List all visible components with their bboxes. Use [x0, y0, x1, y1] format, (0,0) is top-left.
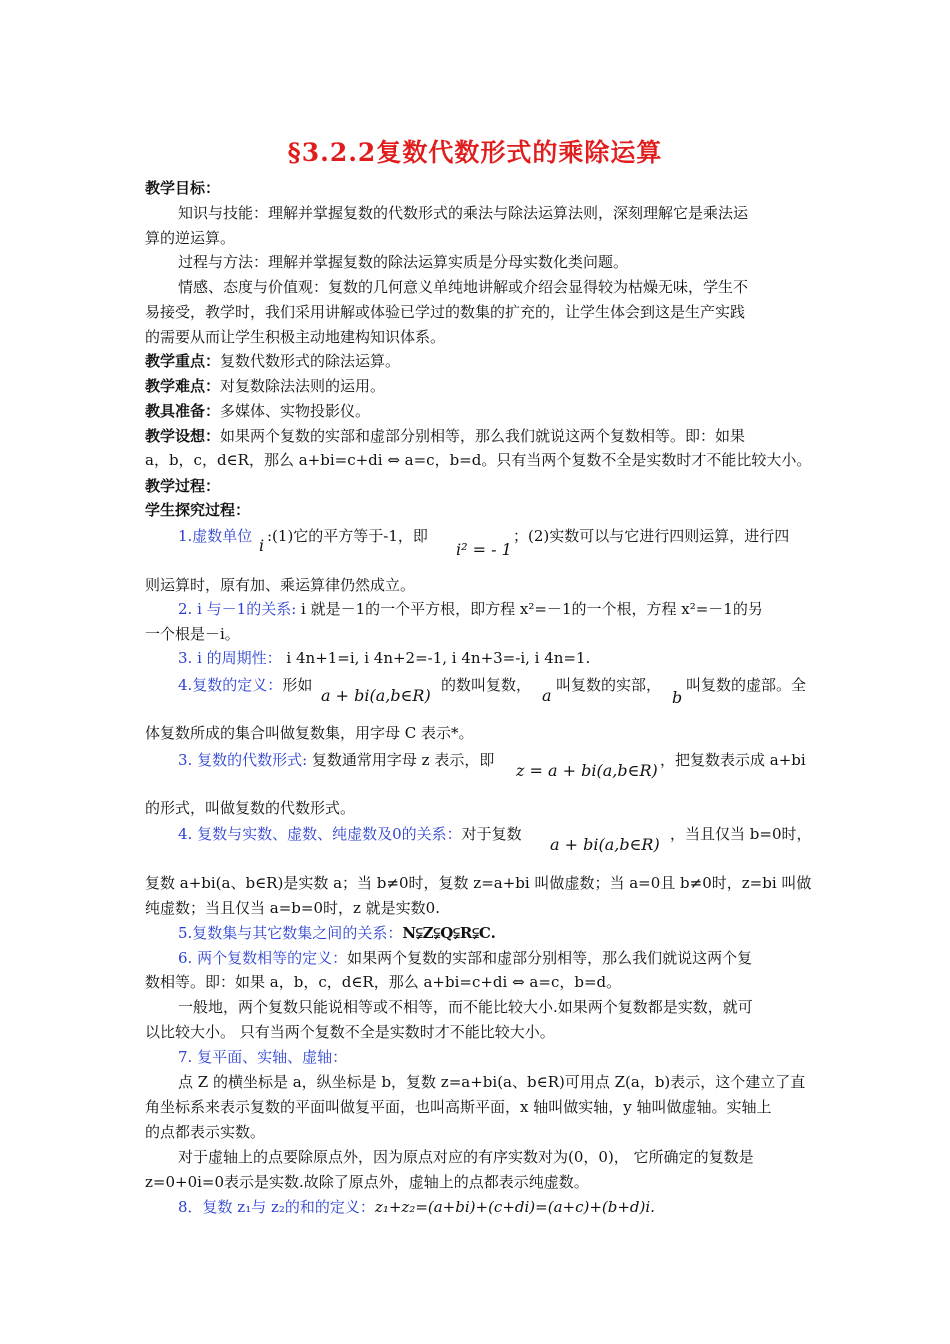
item-label: 4.复数的定义：: [178, 676, 283, 694]
item-label: 5.复数集与其它数集之间的关系：: [178, 924, 403, 942]
difficulty-text: 对复数除法法则的运用。: [220, 377, 386, 395]
teaching-idea-cont: a，b，c，d∈R，那么 a+bi=c+di ⇔ a=c，b=d。只有当两个复数不全是实数时才不能比较大小。: [145, 451, 812, 469]
item-text: ；(2)实数可以与它进行四则运算，进行四: [513, 527, 790, 545]
paragraph-cont: 以比较大小。 只有当两个复数不全是实数时才不能比较大小。: [145, 1023, 555, 1041]
item-text-cont: 的形式，叫做复数的代数形式。: [145, 799, 356, 817]
idea-label: 教学设想：: [145, 427, 221, 445]
paragraph: 对于虚轴上的点要除原点外，因为原点对应的有序实数对为(0，0)， 它所确定的复数是: [178, 1148, 754, 1166]
item-text: 对于复数: [461, 825, 522, 843]
item-label: 3. i 的周期性：: [178, 649, 282, 667]
paragraph-cont: z=0+0i=0表示是实数.故除了原点外，虚轴上的点都表示纯虚数。: [145, 1173, 589, 1191]
item-text-cont: 则运算时，原有加、乘运算律仍然成立。: [145, 576, 416, 594]
paragraph-cont: 角坐标系来表示复数的平面叫做复平面，也叫高斯平面，x 轴叫做实轴，y 轴叫做虚轴。实轴上: [145, 1098, 772, 1116]
item-text: i 就是－1的一个平方根，即方程 x²=－1的一个根，方程 x²=－1的另: [296, 600, 763, 618]
item-label: 3. 复数的代数形式:: [178, 751, 308, 769]
item-text-cont: 数相等。即：如果 a，b，c，d∈R，那么 a+bi=c+di ⇔ a=c，b=d。: [145, 973, 622, 991]
paragraph: 一般地，两个复数只能说相等或不相等，而不能比较大小.如果两个复数都是实数，就可: [178, 998, 753, 1016]
key-point: [145, 351, 810, 371]
item-text: 叫复数的虚部。全: [686, 676, 807, 694]
math-a-plus-bi: a + bi(a,b∈R): [321, 686, 431, 705]
tools-label: 教具准备：: [145, 402, 221, 420]
item-text: 的数叫复数，: [441, 676, 532, 694]
item-label: 6. 两个复数相等的定义：: [178, 949, 348, 967]
item-label: 8．复数 z₁与 z₂的和的定义：: [178, 1198, 375, 1216]
item-sets: [178, 923, 810, 943]
item-text: 如果两个复数的实部和虚部分别相等，那么我们就说这两个复: [347, 949, 753, 967]
key-point-label: 教学重点：: [145, 352, 221, 370]
item-sum-definition: [178, 1197, 810, 1217]
math-a: a: [542, 686, 552, 705]
goal-emotion-cont: 易接受，教学时，我们采用讲解或体验已学过的数集的扩充的，让学生体会到这是生产实践: [145, 303, 746, 321]
item-text: ，把复数表示成 a+bi: [660, 751, 806, 769]
item-text: 形如: [282, 676, 313, 694]
difficulty-label: 教学难点：: [145, 377, 221, 395]
item-text-cont: 复数 a+bi(a、b∈R)是实数 a；当 b≠0时，复数 z=a+bi 叫做虚数；当 a=0且 b≠0时，z=bi 叫做: [145, 874, 812, 892]
item-text: N⫋Z⫋Q⫋R⫋C.: [402, 924, 496, 942]
idea-text: 如果两个复数的实部和虚部分别相等，那么我们就说这两个复数相等。即：如果: [220, 427, 746, 445]
item-text-cont: 体复数所成的集合叫做复数集，用字母 C 表示*。: [145, 724, 474, 742]
item-text: i 4n+1=i, i 4n+2=-1, i 4n+3=-i, i 4n=1.: [281, 649, 591, 667]
item-periodicity: [178, 648, 810, 668]
item-complex-plane: 7. 复平面、实轴、虚轴：: [178, 1048, 348, 1066]
item-text: 复数通常用字母 z 表示，即: [307, 751, 495, 769]
paragraph: 点 Z 的横坐标是 a，纵坐标是 b，复数 z=a+bi(a、b∈R)可用点 Z(a，b)表示，这个建立了直: [178, 1073, 806, 1091]
item-i-relation: [178, 599, 810, 619]
teaching-idea: [145, 426, 810, 446]
teaching-tools: [145, 401, 810, 421]
math-i-squared: i² = - 1: [456, 540, 512, 559]
item-equality: [178, 948, 810, 968]
key-point-text: 复数代数形式的除法运算。: [220, 352, 401, 370]
item-label: 1.虚数单位: [178, 527, 253, 545]
page-title: §3.2.2复数代数形式的乘除运算: [287, 138, 663, 167]
item-text-cont: 纯虚数；当且仅当 a=b=0时，z 就是实数0.: [145, 899, 440, 917]
explore-heading: 学生探究过程：: [145, 501, 251, 519]
item-text: z₁+z₂=(a+bi)+(c+di)=(a+c)+(b+d)i.: [374, 1198, 655, 1216]
goal-emotion: 情感、态度与价值观：复数的几何意义单纯地讲解或介绍会显得较为枯燥无味，学生不: [178, 278, 749, 296]
difficulty: [145, 376, 810, 396]
item-text: ，当且仅当 b=0时，: [670, 825, 812, 843]
item-label: 2. i 与－1的关系:: [178, 600, 297, 618]
goal-emotion-cont2: 的需要从而让学生积极主动地建构知识体系。: [145, 328, 446, 346]
item-text: 叫复数的实部，: [556, 676, 662, 694]
process-heading: 教学过程：: [145, 477, 221, 495]
goal-knowledge-cont: 算的逆运算。: [145, 229, 236, 247]
math-i: i: [259, 536, 265, 555]
goals-heading: 教学目标：: [145, 179, 221, 197]
item-text-cont: 一个根是－i。: [145, 625, 240, 643]
math-z-eq: z = a + bi(a,b∈R): [516, 761, 658, 780]
item-text: :(1)它的平方等于-1，即: [267, 527, 428, 545]
tools-text: 多媒体、实物投影仪。: [220, 402, 371, 420]
paragraph-cont: 的点都表示实数。: [145, 1123, 266, 1141]
item-label: 4. 复数与实数、虚数、纯虚数及0的关系：: [178, 825, 462, 843]
goal-knowledge: 知识与技能：理解并掌握复数的代数形式的乘法与除法运算法则，深刻理解它是乘法运: [178, 204, 749, 222]
math-a-plus-bi: a + bi(a,b∈R): [550, 835, 660, 854]
goal-process: 过程与方法：理解并掌握复数的除法运算实质是分母实数化类问题。: [178, 253, 629, 271]
math-b: b: [672, 688, 683, 707]
